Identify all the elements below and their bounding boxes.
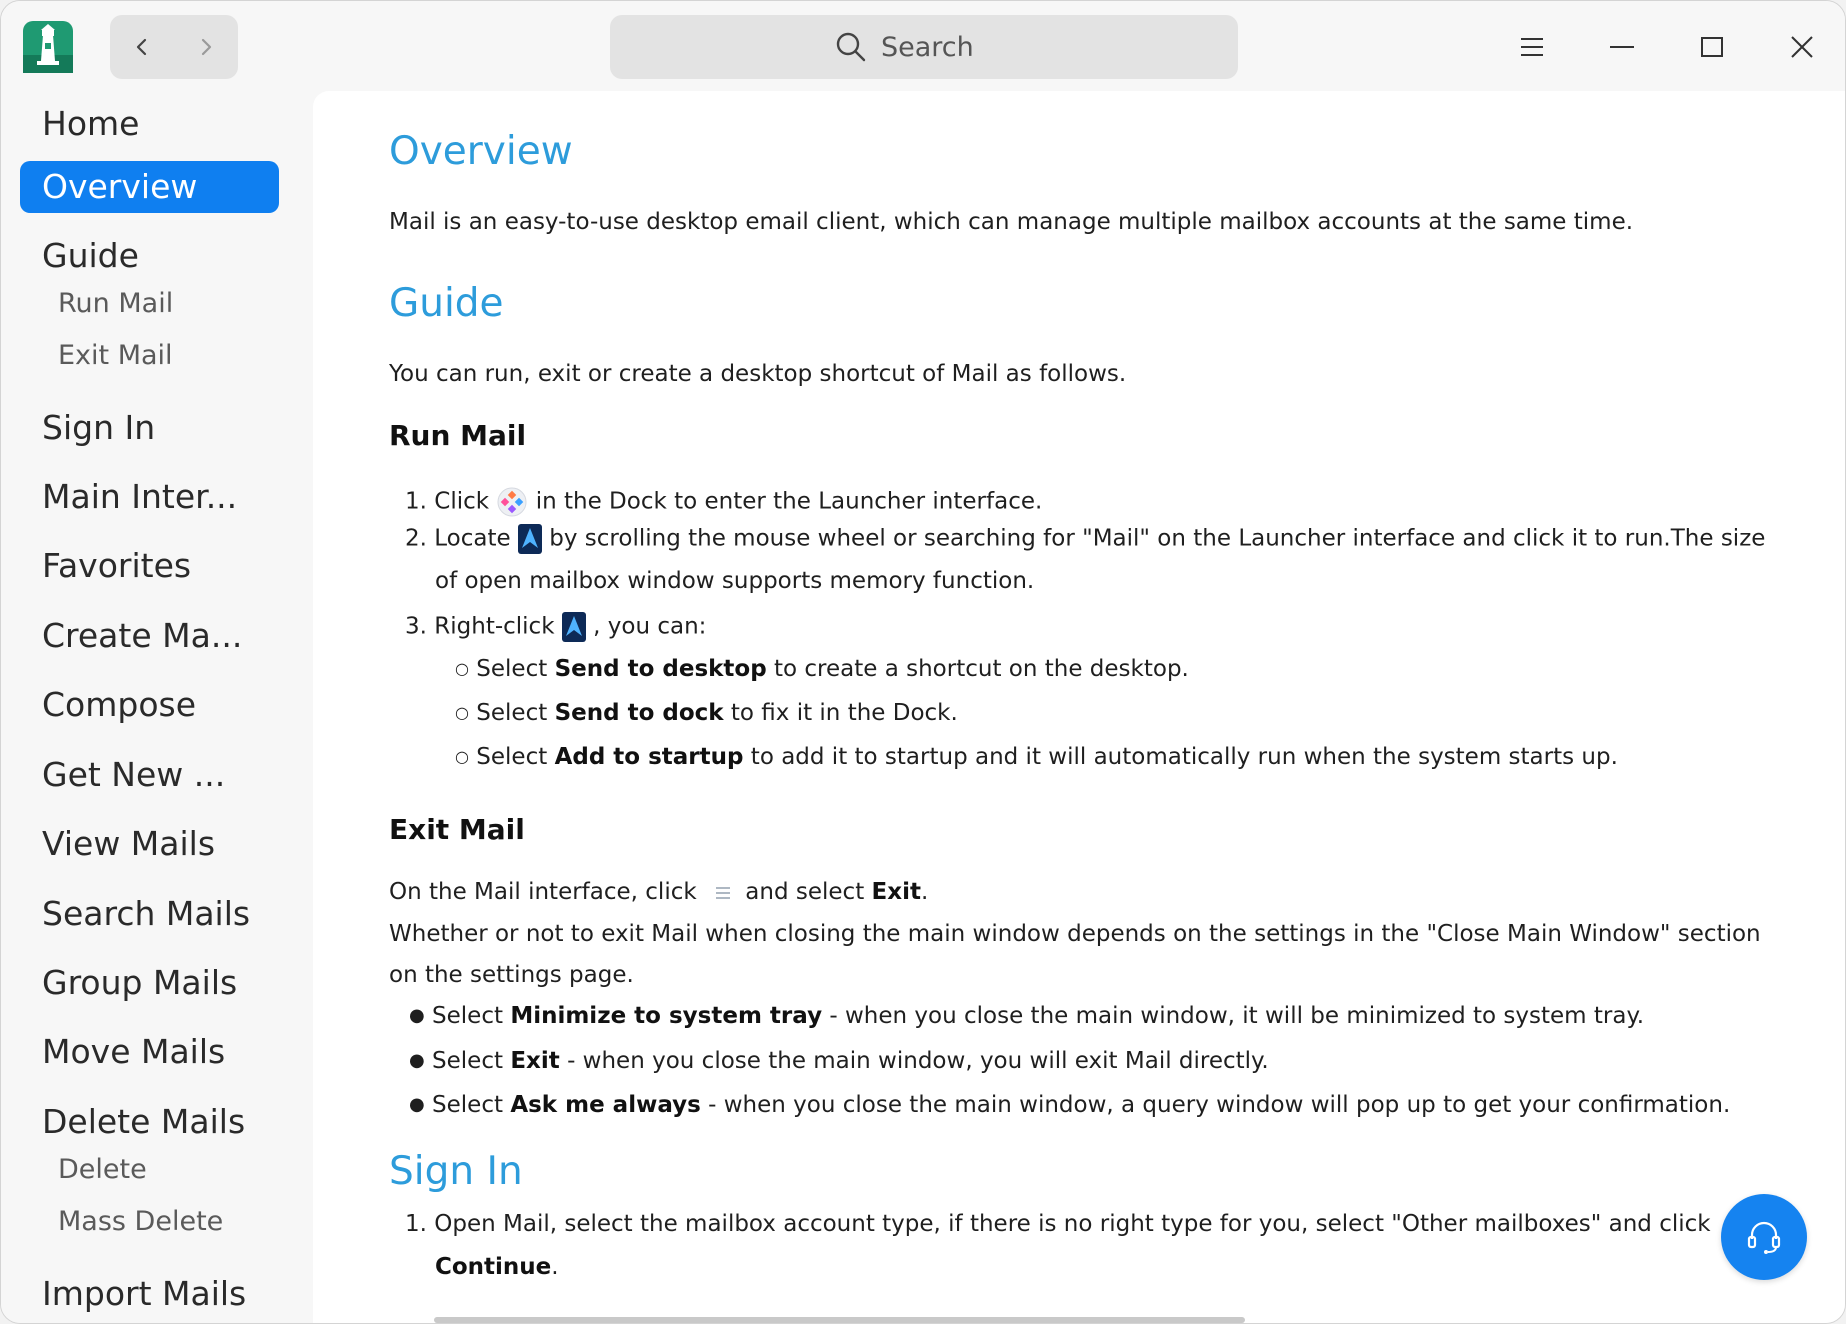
maximize-button[interactable] [1684,21,1740,73]
close-button[interactable] [1774,21,1830,73]
exit-text: On the Mail interface, click [389,879,697,905]
sidebar-item-guide[interactable]: Guide [42,236,139,275]
sign-in-step-1 [405,1211,1711,1237]
minimize-icon [1608,33,1636,61]
bullet-text: Select [432,1092,503,1118]
sidebar-item-compose[interactable]: Compose [42,685,197,724]
sidebar-item-delete-mails[interactable]: Delete Mails [42,1102,246,1141]
exit-line-2: Whether or not to exit Mail when closing the main window depends on the settings in the "Close Main Window" section [389,921,1761,947]
exit-bullet-2 [409,1048,1269,1074]
sidebar-item-group-mails[interactable]: Group Mails [42,963,238,1002]
step-text: in the Dock to enter the Launcher interface. [535,488,1043,515]
sub-text: to add it to startup and it will automatically run when the system starts up. [750,744,1618,770]
sidebar-item-favorites[interactable]: Favorites [42,546,192,585]
step-text: by scrolling the mouse wheel or searching for "Mail" on the Launcher interface and click it to run.The size [549,525,1766,552]
bullet-text: Select [432,1003,503,1029]
guide-text: You can run, exit or create a desktop shortcut of Mail as follows. [389,361,1127,387]
heading-sign-in: Sign In [389,1149,523,1194]
sub-text: Select [476,656,548,682]
bullet-bold: Minimize to system tray [510,1003,823,1029]
heading-exit-mail: Exit Mail [389,813,525,846]
navigation-buttons [110,15,238,79]
step-number: 3. [405,613,427,640]
menu-icon [704,881,738,905]
bullet: ● [409,1005,425,1026]
sidebar-item-search-mails[interactable]: Search Mails [42,894,251,933]
run-step-1 [405,486,1042,518]
run-sub-2 [455,700,958,726]
bullet-bold: Ask me always [510,1092,701,1118]
search-input[interactable] [879,31,1013,64]
sidebar-item-move-mails[interactable]: Move Mails [42,1032,226,1071]
step-text: Right-click [434,613,555,640]
sidebar [1,91,297,1323]
overview-text: Mail is an easy-to-use desktop email client, which can manage multiple mailbox accounts at the same time. [389,209,1634,235]
step-text: , you can: [593,613,707,640]
step-number: 2. [405,525,427,552]
exit-bullet-1 [409,1003,1644,1029]
support-button[interactable] [1721,1194,1807,1280]
search-box[interactable] [610,15,1238,79]
bullet-text: - when you close the main window, you will exit Mail directly. [567,1048,1269,1074]
hollow-bullet: ○ [455,703,469,722]
sidebar-subitem-run-mail[interactable]: Run Mail [58,288,174,319]
close-icon [1788,33,1816,61]
exit-bold: Exit [871,879,921,905]
sidebar-item-home[interactable]: Home [42,104,140,143]
menu-icon [1518,33,1546,61]
run-step-3 [405,612,706,642]
hollow-bullet: ○ [455,747,469,766]
heading-guide: Guide [389,281,504,326]
exit-line-3: on the settings page. [389,962,634,988]
menu-button[interactable] [1504,21,1560,73]
run-sub-3 [455,744,1618,770]
exit-text: . [920,879,929,905]
sidebar-subitem-exit-mail[interactable]: Exit Mail [58,340,173,371]
title-bar [1,1,1845,91]
search-icon [835,31,867,63]
step-text: Click [434,488,490,515]
exit-bullet-3 [409,1092,1730,1118]
bullet-text: Select [432,1048,503,1074]
forward-button[interactable] [174,15,238,79]
sidebar-subitem-mass-delete[interactable]: Mass Delete [58,1206,224,1237]
bullet: ● [409,1050,425,1071]
sub-text: to fix it in the Dock. [730,700,958,726]
sidebar-item-overview[interactable]: Overview [20,161,279,213]
sign-in-step-1-continued [435,1254,559,1280]
sub-text: Select [476,744,548,770]
exit-text: and select [745,879,865,905]
bullet-bold: Exit [510,1048,560,1074]
sub-text: Select [476,700,548,726]
sub-bold: Send to desktop [554,656,767,682]
bullet-text: - when you close the main window, it will be minimized to system tray. [829,1003,1645,1029]
exit-line-1 [389,879,928,905]
content-pane [313,91,1845,1323]
horizontal-scrollbar[interactable] [434,1317,1245,1323]
minimize-button[interactable] [1594,21,1650,73]
run-step-2 [405,524,1765,554]
mail-app-icon [518,524,542,554]
sidebar-item-view-mails[interactable]: View Mails [42,824,216,863]
launcher-icon [496,486,528,518]
chevron-left-icon [130,35,154,59]
back-button[interactable] [110,15,174,79]
run-sub-1 [455,656,1189,682]
sidebar-item-create-mailbox[interactable]: Create Ma... [42,616,243,655]
bullet: ● [409,1094,425,1115]
step-number: 1. [405,488,427,515]
support-headset-icon [1744,1217,1784,1257]
sidebar-item-get-new-mails[interactable]: Get New ... [42,755,226,794]
step-number: 1. [405,1211,427,1237]
bullet-text: - when you close the main window, a query window will pop up to get your confirmation. [708,1092,1731,1118]
heading-run-mail: Run Mail [389,419,527,452]
sub-bold: Send to dock [554,700,724,726]
run-step-2-continued: of open mailbox window supports memory function. [435,568,1035,594]
mail-app-icon [562,612,586,642]
sub-text: to create a shortcut on the desktop. [774,656,1189,682]
sidebar-item-import-mails[interactable]: Import Mails [42,1274,247,1313]
lighthouse-app-icon [23,21,73,73]
heading-overview: Overview [389,129,573,174]
chevron-right-icon [194,35,218,59]
maximize-icon [1698,33,1726,61]
hollow-bullet: ○ [455,659,469,678]
sidebar-subitem-delete[interactable]: Delete [58,1154,147,1185]
step-text: Open Mail, select the mailbox account type, if there is no right type for you, select "Other mailboxes" and click [434,1211,1711,1237]
sub-bold: Add to startup [554,744,744,770]
sidebar-item-main-interface[interactable]: Main Inter... [42,477,238,516]
sidebar-item-sign-in[interactable]: Sign In [42,408,156,447]
step-text: Locate [434,525,511,552]
step-bold: Continue [435,1254,552,1280]
step-text: . [551,1254,559,1280]
